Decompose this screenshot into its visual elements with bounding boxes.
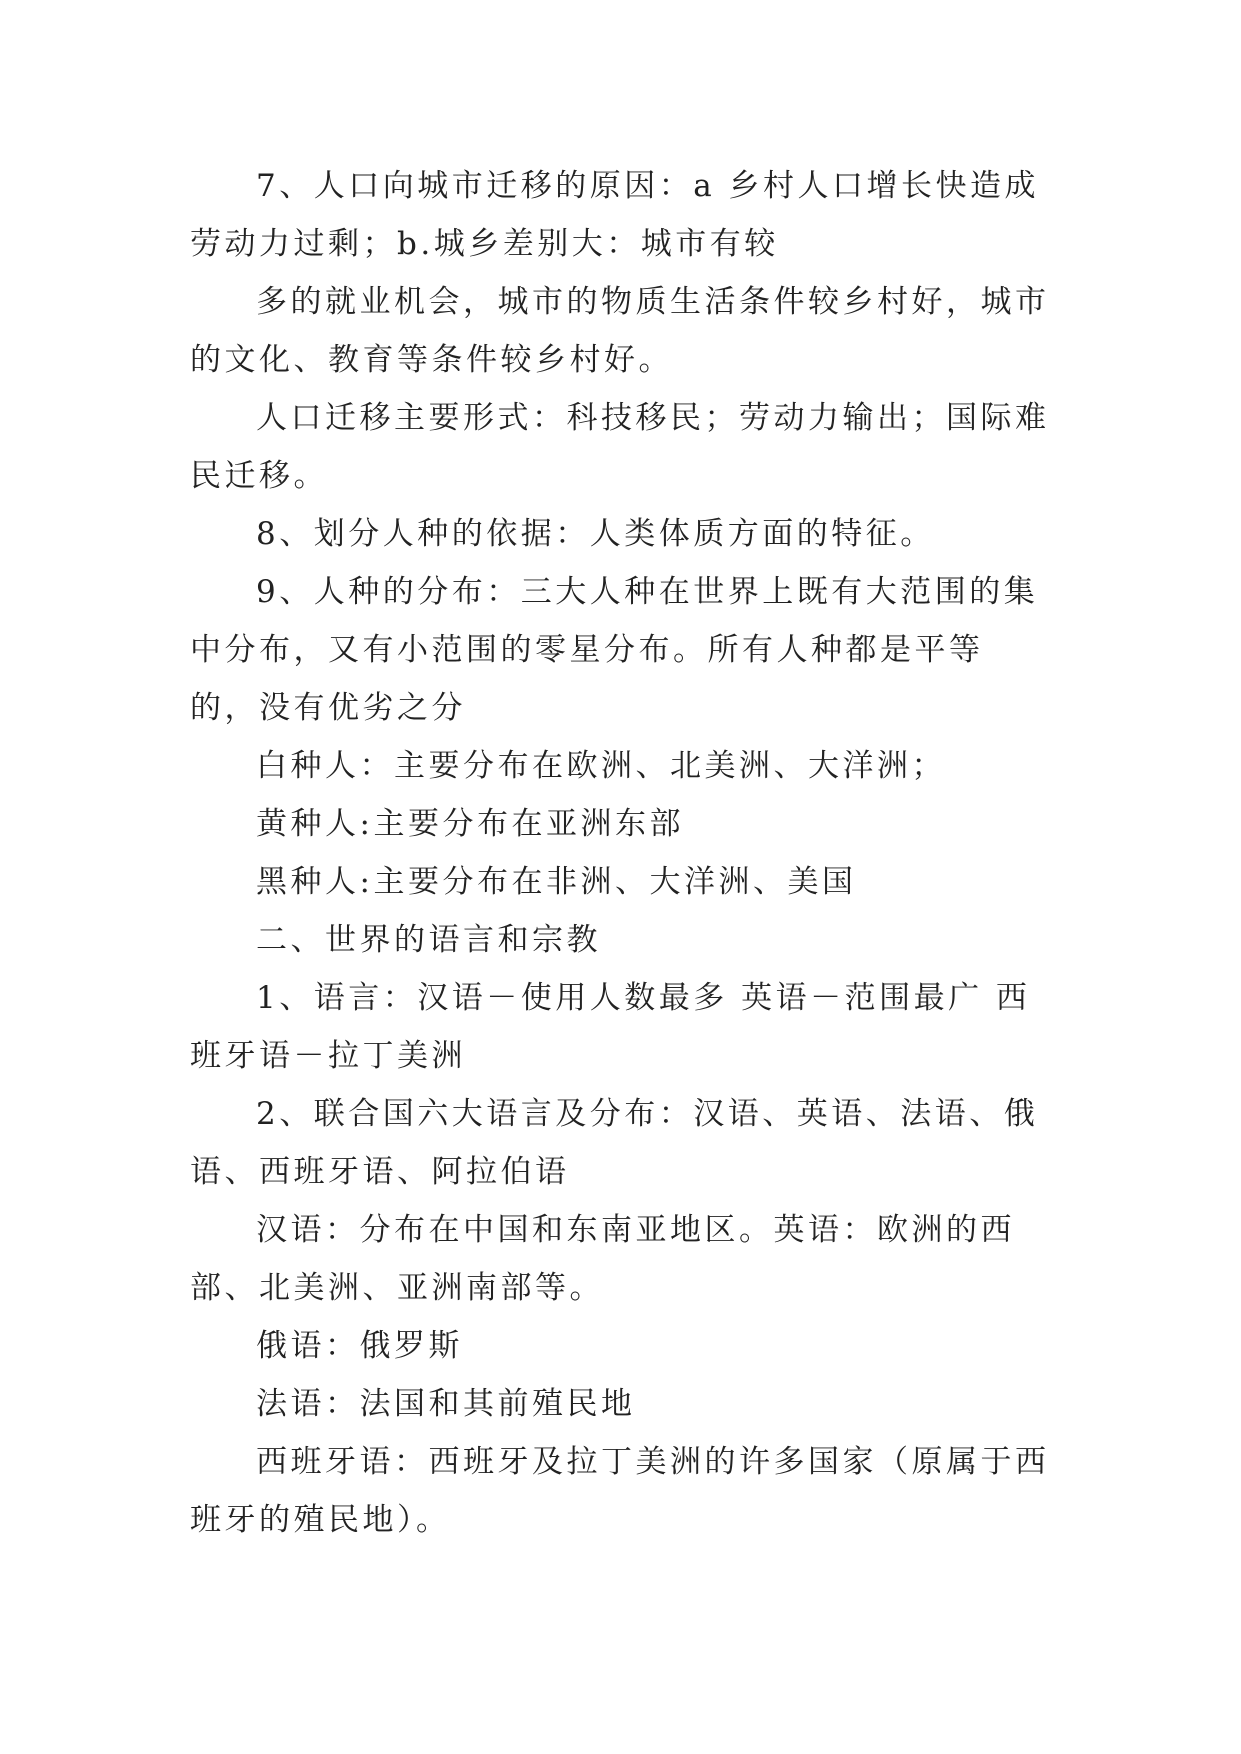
document-body — [190, 157, 1050, 1549]
paragraph-migration-reasons-cont: 多的就业机会，城市的物质生活条件较乡村好，城市的文化、教育等条件较乡村好。 — [190, 284, 1050, 378]
paragraph-un-languages: 2、联合国六大语言及分布：汉语、英语、法语、俄语、西班牙语、阿拉伯语 — [190, 1096, 1039, 1190]
paragraph-migration-forms: 人口迁移主要形式：科技移民；劳动力输出；国际难民迁移。 — [190, 400, 1050, 494]
paragraph-languages: 1、语言：汉语－使用人数最多 英语－范围最广 西班牙语－拉丁美洲 — [190, 980, 1031, 1074]
paragraph-yellow-race: 黄种人:主要分布在亚洲东部 — [256, 806, 684, 842]
paragraph-race-basis: 8、划分人种的依据：人类体质方面的特征。 — [256, 516, 935, 552]
paragraph-chinese-english: 汉语：分布在中国和东南亚地区。英语：欧洲的西部、北美洲、亚洲南部等。 — [190, 1212, 1015, 1306]
paragraph-race-distribution: 9、人种的分布：三大人种在世界上既有大范围的集中分布，又有小范围的零星分布。所有人种都是平等的，没有优劣之分 — [190, 574, 1039, 726]
paragraph-russian: 俄语：俄罗斯 — [256, 1328, 463, 1364]
paragraph-french: 法语：法国和其前殖民地 — [256, 1386, 636, 1422]
section-heading-language-religion: 二、世界的语言和宗教 — [256, 922, 601, 958]
paragraph-black-race: 黑种人:主要分布在非洲、大洋洲、美国 — [256, 864, 857, 900]
paragraph-migration-reasons: 7、人口向城市迁移的原因：a 乡村人口增长快造成劳动力过剩；b.城乡差别大：城市有较 — [190, 168, 1040, 262]
paragraph-spanish: 西班牙语：西班牙及拉丁美洲的许多国家（原属于西班牙的殖民地）。 — [190, 1444, 1050, 1538]
paragraph-white-race: 白种人：主要分布在欧洲、北美洲、大洋洲； — [256, 748, 946, 784]
